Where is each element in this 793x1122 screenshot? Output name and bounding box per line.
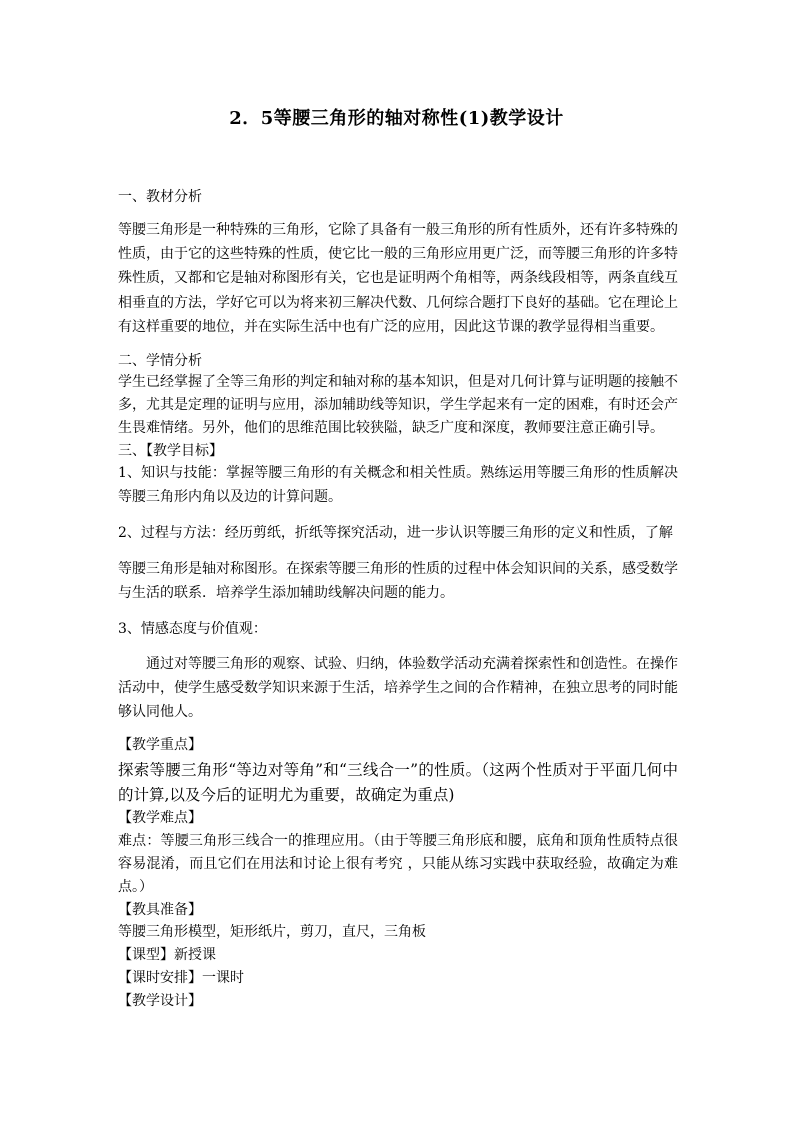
goal-knowledge-skills: 1、知识与技能：掌握等腰三角形的有关概念和相关性质。熟练运用等腰三角形的性质解决等腰三角形内角以及边的计算问题。 [118,465,678,506]
section-heading-teaching-goals: 三、【教学目标】 [118,443,223,459]
section-body-student-analysis: 学生已经掌握了全等三角形的判定和轴对称的基本知识，但是对几何计算与证明题的接触不多，尤其是定理的证明与应用，添加辅助线等知识，学生学起来有一定的困难，有时还会产生畏难情绪。另外，他们的思维范围比较狭隘，缺乏广度和深度，教师要注意正确引导。 [118,374,678,437]
goal-process-methods-line1: 2、过程与方法：经历剪纸，折纸等探究活动，进一步认识等腰三角形的定义和性质，了解 [118,525,673,541]
lesson-type: 【课型】新授课 [118,947,216,963]
document-title: 2．5等腰三角形的轴对称性(1)教学设计 [229,108,564,129]
section-heading-student-analysis: 二、学情分析 [118,353,202,369]
goal-attitude-heading: 3、情感态度与价值观： [118,621,267,637]
materials-body: 等腰三角形模型，矩形纸片，剪刀，直尺，三角板 [118,924,426,940]
design-heading: 【教学设计】 [118,993,202,1009]
goal-process-methods-rest: 等腰三角形是轴对称图形。在探索等腰三角形的性质的过程中体会知识间的关系，感受数学与生活的联系．培养学生添加辅助线解决问题的能力。 [118,561,678,602]
section-body-textbook-analysis: 等腰三角形是一种特殊的三角形，它除了具备有一般三角形的所有性质外，还有许多特殊的性质，由于它的这些特殊的性质，使它比一般的三角形应用更广泛，而等腰三角形的许多特殊性质，又都和它是轴对称图形有关，它也是证明两个角相等，两条线段相等，两条直线互相垂直的方法，学好它可以为将来初三解决代数、几何综合题打下良好的基础。它在理论上有这样重要的地位，并在实际生活中也有广泛的应用，因此这节课的教学显得相当重要。 [118,222,678,335]
section-heading-textbook-analysis: 一、教材分析 [118,189,202,205]
key-points-body: 探索等腰三角形“等边对等角”和“三线合一”的性质。（这两个性质对于平面几何中的计算,以及今后的证明尤为重要，故确定为重点) [118,761,678,804]
goal-attitude-body: 通过对等腰三角形的观察、试验、归纳，体验数学活动充满着探索性和创造性。在操作活动中，使学生感受数学知识来源于生活，培养学生之间的合作精神，在独立思考的同时能够认同他人。 [118,656,678,721]
lesson-schedule: 【课时安排】一课时 [118,970,244,986]
key-points-heading: 【教学重点】 [118,737,202,753]
difficulties-body: 难点：等腰三角形三线合一的推理应用。（由于等腰三角形底和腰，底角和顶角性质特点很容易混淆，而且它们在用法和讨论上很有考究 ，只能从练习实践中获取经验，故确定为难点。） [118,833,678,896]
difficulties-heading: 【教学难点】 [118,810,202,826]
materials-heading: 【教具准备】 [118,902,202,918]
